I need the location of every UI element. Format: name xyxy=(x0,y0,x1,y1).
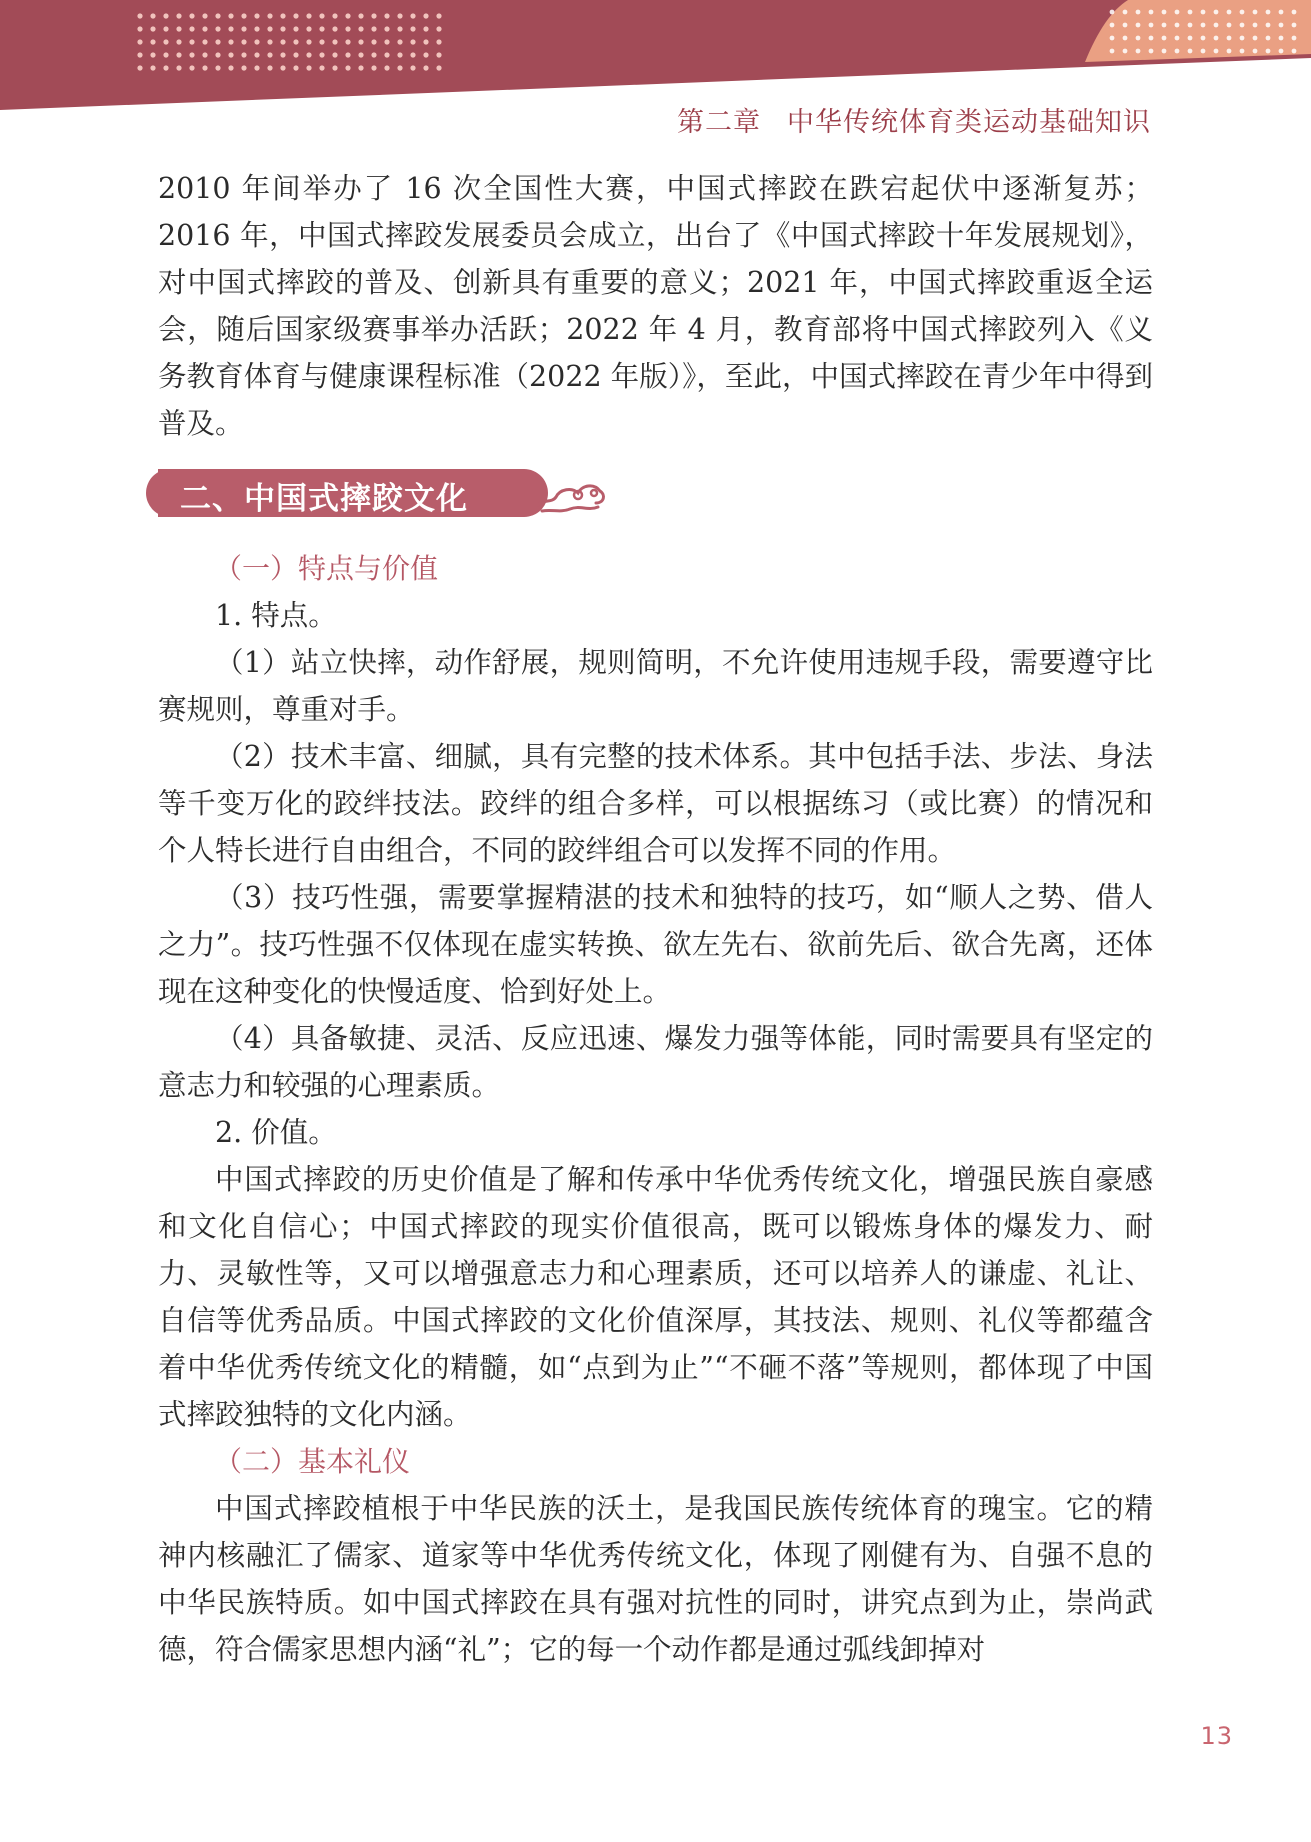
value-label: 2. 价值。 xyxy=(215,1116,337,1149)
section-title: 二、中国式摔跤文化 xyxy=(180,481,468,517)
intro-paragraph: 2010 年间举办了 16 次全国性大赛，中国式摔跤在跌宕起伏中逐渐复苏；2016 年，中国式摔跤发展委员会成立，出台了《中国式摔跤十年发展规划》，对中国式摔跤的普及、创新具有重要的意义；2021 年，中国式摔跤重返全运会，随后国家级赛事举办活跃；2022 年 4 月，教育部将中国式摔跤列入《义务教育体育与健康课程标准（2022 年版）》，至此，中国式摔跤在青少年中得到普及。 xyxy=(158,172,1153,440)
value-paragraph: 中国式摔跤的历史价值是了解和传承中华优秀传统文化，增强民族自豪感和文化自信心；中国式摔跤的现实价值很高，既可以锻炼身体的爆发力、耐力、灵敏性等，又可以增强意志力和心理素质，还可以培养人的谦虚、礼让、自信等优秀品质。中国式摔跤的文化价值深厚，其技法、规则、礼仪等都蕴含着中华优秀传统文化的精髓，如“点到为止”“不砸不落”等规则，都体现了中国式摔跤独特的文化内涵。 xyxy=(158,1163,1153,1431)
etiquette-paragraph: 中国式摔跤植根于中华民族的沃土，是我国民族传统体育的瑰宝。它的精神内核融汇了儒家、道家等中华优秀传统文化，体现了刚健有为、自强不息的中华民族特质。如中国式摔跤在具有强对抗性的同时，讲究点到为止，崇尚武德，符合儒家思想内涵“礼”；它的每一个动作都是通过弧线卸掉对 xyxy=(158,1492,1153,1666)
chapter-title: 中华传统体育类运动基础知识 xyxy=(787,107,1151,138)
feature-item: （2）技术丰富、细腻，具有完整的技术体系。其中包括手法、步法、身法等千变万化的跤绊技法。跤绊的组合多样，可以根据练习（或比赛）的情况和个人特长进行自由组合，不同的跤绊组合可以发挥不同的作用。 xyxy=(158,740,1153,867)
header-banner xyxy=(0,0,1311,115)
feature-item: （3）技巧性强，需要掌握精湛的技术和独特的技巧，如“顺人之势、借人之力”。技巧性强不仅体现在虚实转换、欲左先右、欲前先后、欲合先离，还体现在这种变化的快慢适度、恰到好处上。 xyxy=(158,881,1153,1008)
auspicious-cloud-icon xyxy=(530,469,610,517)
features-label: 1. 特点。 xyxy=(215,599,337,632)
page-content xyxy=(158,165,1153,1673)
chapter-header xyxy=(677,100,1151,139)
feature-item: （1）站立快摔，动作舒展，规则简明，不允许使用违规手段，需要遵守比赛规则，尊重对手。 xyxy=(158,646,1153,726)
feature-item: （4）具备敏捷、灵活、反应迅速、爆发力强等体能，同时需要具有坚定的意志力和较强的心理素质。 xyxy=(158,1022,1153,1102)
subsection-title-etiquette: （二）基本礼仪 xyxy=(214,1445,411,1478)
section-heading xyxy=(158,469,758,517)
subsection-title-features: （一）特点与价值 xyxy=(214,552,439,585)
page-number: 13 xyxy=(1200,1722,1233,1750)
chapter-label: 第二章 xyxy=(677,107,761,138)
